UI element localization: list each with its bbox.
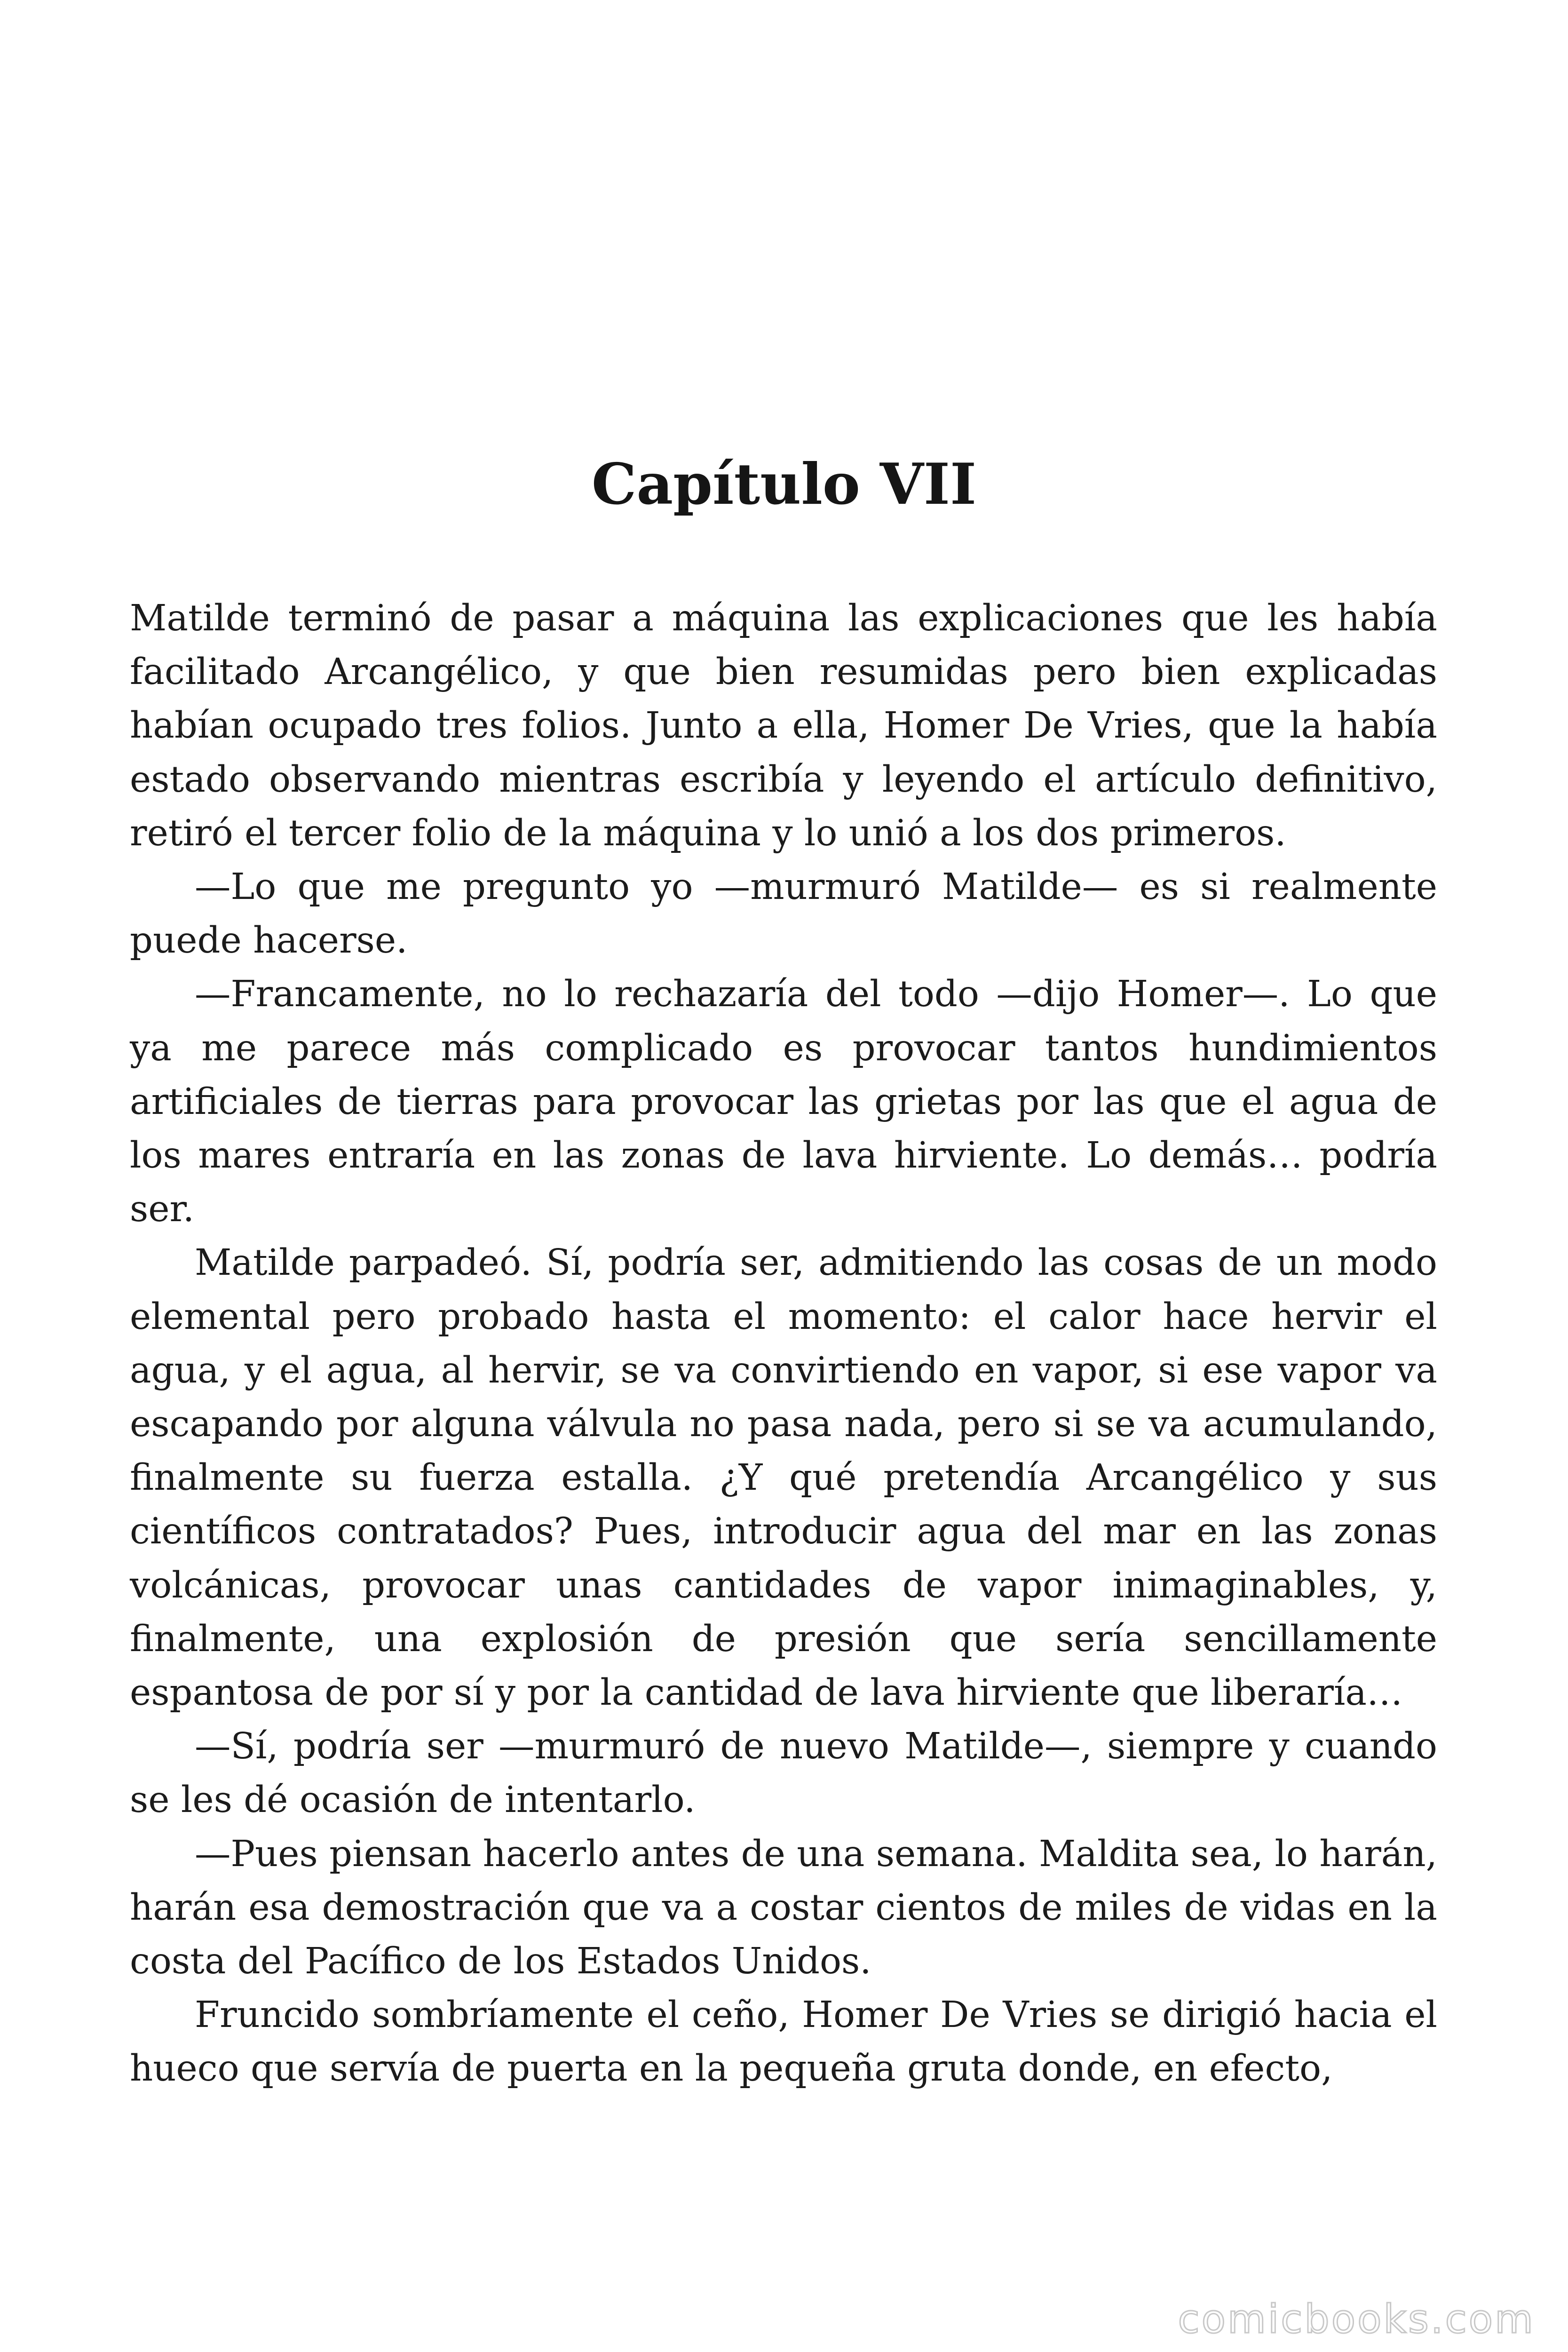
paragraph: —Francamente, no lo rechazaría del todo —dijo Homer—. Lo que ya me parece más complicado es provocar tantos hundimientos artificiales de tierras para provocar las grietas por las que el agua de los mares entraría en las zonas de lava hirviente. Lo demás… podría ser. <box>130 973 1437 1231</box>
paragraph: —Lo que me pregunto yo —murmuró Matilde— es si realmente puede hacerse. <box>130 866 1437 962</box>
chapter-body <box>130 592 1437 2096</box>
paragraph: Fruncido sombríamente el ceño, Homer De Vries se dirigió hacia el hueco que servía de puerta en la pequeña gruta donde, en efecto, <box>130 1994 1437 2090</box>
paragraph: —Pues piensan hacerlo antes de una semana. Maldita sea, lo harán, harán esa demostración que va a costar cientos de miles de vidas en la costa del Pacífico de los Estados Unidos. <box>130 1833 1437 1983</box>
paragraph: Matilde parpadeó. Sí, podría ser, admitiendo las cosas de un modo elemental pero probado hasta el momento: el calor hace hervir el agua, y el agua, al hervir, se va convirtiendo en vapor, si ese vapor va escapando por alguna válvula no pasa nada, pero si se va acumulando, finalmente su fuerza estalla. ¿Y qué pretendía Arcangélico y sus científicos contratados? Pues, introducir agua del mar en las zonas volcánicas, provocar unas cantidades de vapor inimaginables, y, finalmente, una explosión de presión que sería sencillamente espantosa de por sí y por la cantidad de lava hirviente que liberaría… <box>130 1242 1437 1714</box>
watermark-text: comicbooks.com <box>1178 2296 1535 2342</box>
paragraph: Matilde terminó de pasar a máquina las explicaciones que les había facilitado Arcangélico, y que bien resumidas pero bien explicadas habían ocupado tres folios. Junto a ella, Homer De Vries, que la había estado observando mientras escribía y leyendo el artículo definitivo, retiró el tercer folio de la máquina y lo unió a los dos primeros. <box>130 597 1437 854</box>
chapter-title: Capítulo VII <box>591 451 977 517</box>
paragraph: —Sí, podría ser —murmuró de nuevo Matilde—, siempre y cuando se les dé ocasión de intentarlo. <box>130 1725 1437 1821</box>
